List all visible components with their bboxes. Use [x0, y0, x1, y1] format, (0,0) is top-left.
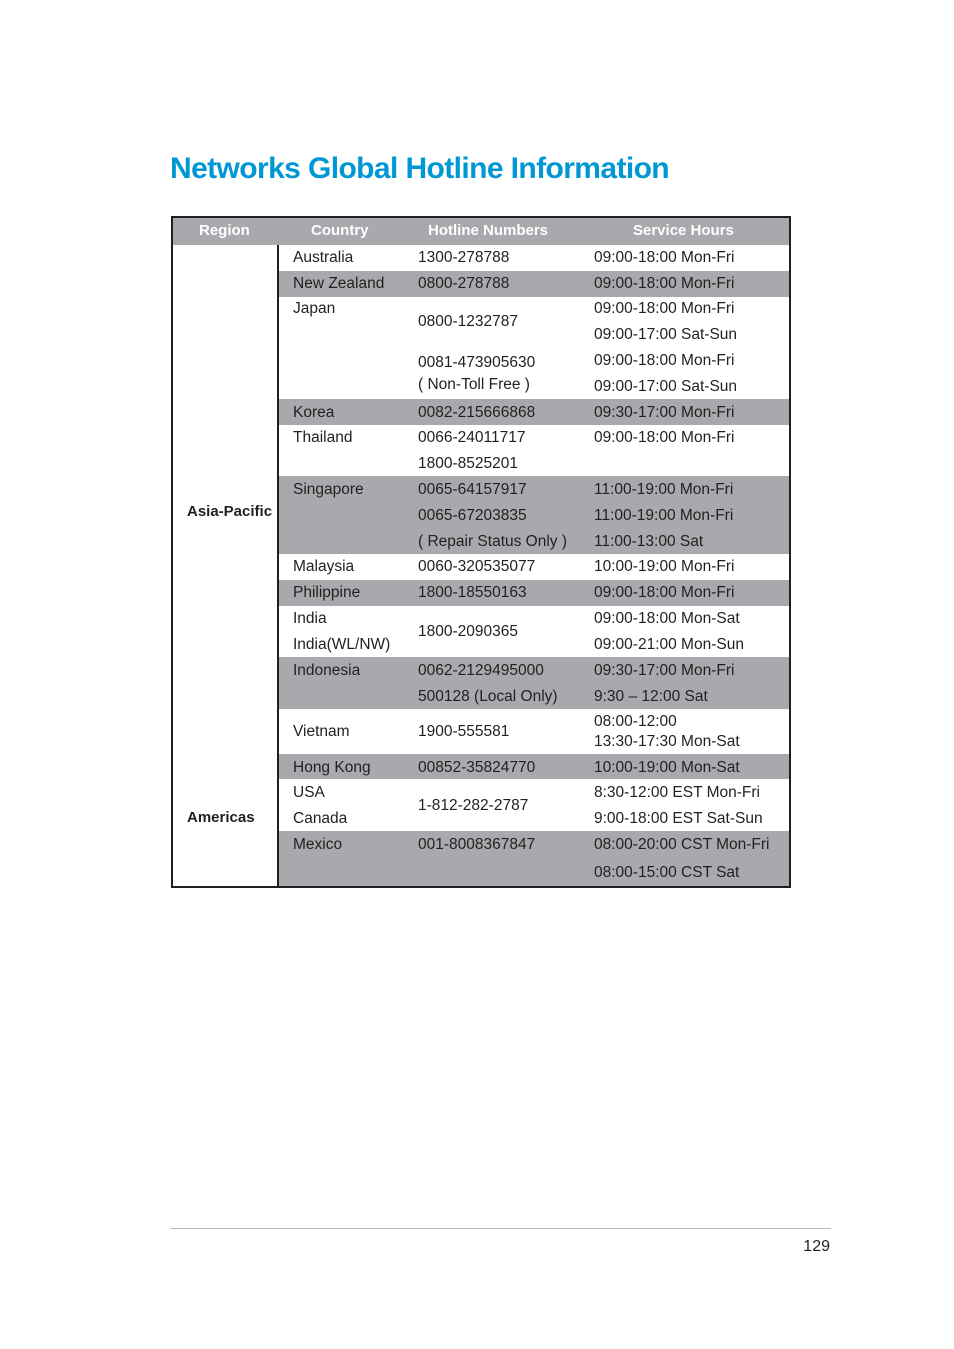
hours-cell: 09:00-17:00 Sat-Sun — [594, 326, 738, 343]
hotline-cell: 500128 (Local Only) — [418, 688, 558, 705]
hours-cell: 11:00-19:00 Mon-Fri — [594, 507, 734, 524]
country-cell: Mexico — [293, 836, 343, 853]
hotline-cell: 0065-64157917 — [418, 481, 527, 498]
country-cell: India(WL/NW) — [293, 636, 391, 653]
country-cell: Japan — [293, 300, 336, 317]
header-region: Region — [199, 222, 250, 239]
region-asia-pacific: Asia-Pacific — [187, 503, 273, 520]
hours-cell: 09:00-18:00 Mon-Fri — [594, 584, 735, 601]
hours-cell: 09:30-17:00 Mon-Fri — [594, 404, 735, 421]
hotline-note: ( Non-Toll Free ) — [418, 376, 530, 393]
hotline-cell: 0800-1232787 — [418, 313, 518, 330]
header-country: Country — [311, 222, 369, 239]
hotline-cell: 0062-2129495000 — [418, 662, 544, 679]
country-cell: Australia — [293, 249, 354, 266]
hours-cell: 09:00-18:00 Mon-Fri — [594, 300, 735, 317]
hours-cell: 13:30-17:30 Mon-Sat — [594, 733, 740, 750]
page-number: 129 — [803, 1238, 830, 1255]
region-column — [173, 245, 279, 886]
hours-cell: 09:00-18:00 Mon-Fri — [594, 249, 735, 266]
hotline-cell: 0066-24011717 — [418, 429, 526, 446]
header-hotline: Hotline Numbers — [428, 222, 549, 239]
region-americas: Americas — [187, 809, 255, 826]
page-title: Networks Global Hotline Information — [170, 152, 670, 185]
hotline-cell: 1800-8525201 — [418, 455, 518, 472]
country-cell: Canada — [293, 810, 348, 827]
hours-cell: 09:00-21:00 Mon-Sun — [594, 636, 744, 653]
hotline-cell: 1800-18550163 — [418, 584, 527, 601]
hotline-cell: 0082-215666868 — [418, 404, 536, 421]
hotline-cell: 0065-67203835 — [418, 507, 527, 524]
footer-divider — [170, 1228, 831, 1229]
hours-cell: 09:00-17:00 Sat-Sun — [594, 378, 738, 395]
hours-cell: 09:00-18:00 Mon-Fri — [594, 352, 735, 369]
hours-cell: 08:00-15:00 CST Sat — [594, 864, 740, 881]
country-cell: New Zealand — [293, 275, 385, 292]
hours-cell: 09:00-18:00 Mon-Fri — [594, 429, 735, 446]
hours-cell: 08:00-20:00 CST Mon-Fri — [594, 836, 770, 853]
hours-cell: 10:00-19:00 Mon-Fri — [594, 558, 735, 575]
hours-cell: 10:00-19:00 Mon-Sat — [594, 759, 740, 776]
country-cell: Philippine — [293, 584, 361, 601]
hours-cell: 09:00-18:00 Mon-Sat — [594, 610, 740, 627]
hotline-cell: 1-812-282-2787 — [418, 797, 529, 814]
country-cell: Malaysia — [293, 558, 355, 575]
country-cell: Thailand — [293, 429, 353, 446]
hours-cell: 09:00-18:00 Mon-Fri — [594, 275, 735, 292]
hotline-cell: 1300-278788 — [418, 249, 510, 266]
hours-cell: 08:00-12:00 — [594, 713, 677, 730]
hours-cell: 11:00-19:00 Mon-Fri — [594, 481, 734, 498]
hotline-cell: 0081-473905630 — [418, 354, 536, 371]
hours-cell: 11:00-13:00 Sat — [594, 533, 704, 550]
country-cell: Singapore — [293, 481, 364, 498]
header-service-hours: Service Hours — [633, 222, 734, 239]
hotline-note: ( Repair Status Only ) — [418, 533, 568, 550]
hotline-cell: 1800-2090365 — [418, 623, 518, 640]
country-cell: USA — [293, 784, 325, 801]
hours-cell: 9:00-18:00 EST Sat-Sun — [594, 810, 763, 827]
table-header — [173, 218, 789, 245]
hotline-cell: 0800-278788 — [418, 275, 510, 292]
hours-cell: 8:30-12:00 EST Mon-Fri — [594, 784, 760, 801]
country-cell: Vietnam — [293, 723, 350, 740]
country-cell: Hong Kong — [293, 759, 371, 776]
hotline-table — [171, 216, 791, 888]
country-cell: India — [293, 610, 327, 627]
hotline-cell: 00852-35824770 — [418, 759, 536, 776]
hotline-cell: 001-8008367847 — [418, 836, 536, 853]
hotline-cell: 0060-320535077 — [418, 558, 536, 575]
country-cell: Indonesia — [293, 662, 361, 679]
hotline-cell: 1900-555581 — [418, 723, 510, 740]
hours-cell: 09:30-17:00 Mon-Fri — [594, 662, 735, 679]
country-cell: Korea — [293, 404, 335, 421]
hours-cell: 9:30 – 12:00 Sat — [594, 688, 708, 705]
